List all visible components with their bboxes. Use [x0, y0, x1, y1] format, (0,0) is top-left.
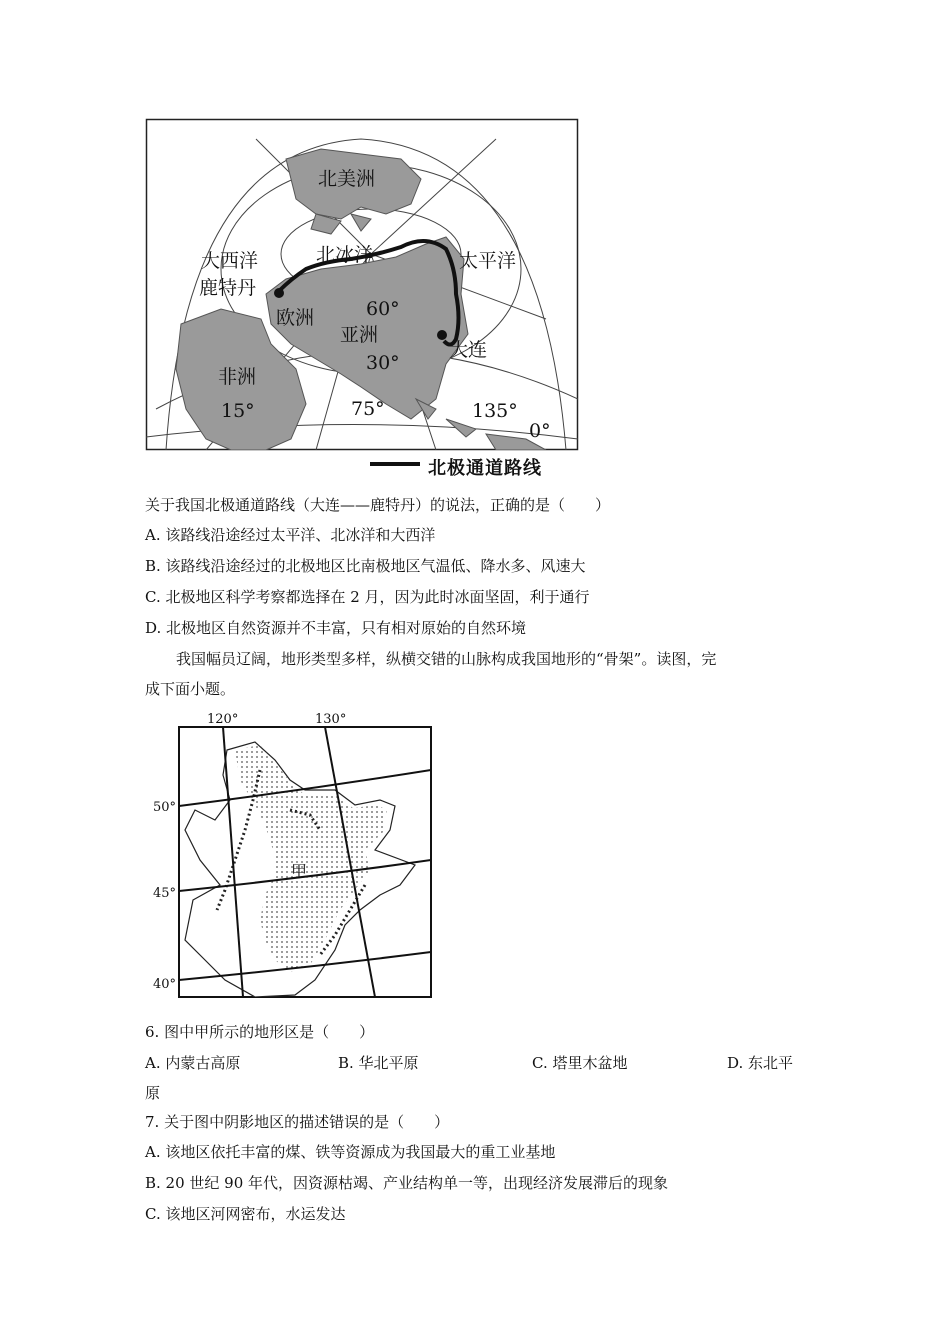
q7-stem: 7. 关于图中阴影地区的描述错误的是（ ） [145, 1113, 450, 1131]
label-lat50: 50° [153, 800, 177, 815]
q6-option-d-wrap: 原 [145, 1084, 161, 1102]
q6-stem: 6. 图中甲所示的地形区是（ ） [145, 1023, 375, 1041]
label-jia: 甲 [291, 862, 308, 881]
label-atlantic: 大西洋 [201, 250, 259, 272]
northeast-china-map-svg [153, 710, 440, 1010]
legend-line-sample [370, 462, 420, 466]
q7-option-b: B. 20 世纪 90 年代，因资源枯竭、产业结构单一等，出现经济发展滞后的现象 [145, 1174, 669, 1192]
label-dalian: 大连 [449, 339, 488, 361]
label-lon135: 135° [472, 400, 518, 422]
dalian-dot [437, 330, 447, 340]
northeast-china-map [153, 710, 440, 1010]
q7-option-a: A. 该地区依托丰富的煤、铁等资源成为我国最大的重工业基地 [145, 1143, 556, 1161]
label-lon120: 120° [207, 712, 239, 727]
q5-option-c: C. 北极地区科学考察都选择在 2 月，因为此时冰面坚固，利于通行 [145, 588, 590, 606]
label-asia: 亚洲 [340, 324, 379, 346]
label-arctic: 北冰洋 [316, 244, 374, 266]
label-rotterdam: 鹿特丹 [199, 277, 257, 299]
intro-line-1: 我国幅员辽阔，地形类型多样，纵横交错的山脉构成我国地形的“骨架”。读图，完 [176, 650, 717, 668]
q5-option-d: D. 北极地区自然资源并不丰富，只有相对原始的自然环境 [145, 619, 527, 637]
label-lat30: 30° [366, 352, 400, 374]
label-lat40: 40° [153, 977, 177, 992]
label-lon15: 15° [221, 400, 255, 422]
q6-option-a: A. 内蒙古高原 [145, 1054, 241, 1072]
label-lat0: 0° [529, 420, 551, 442]
q7-option-c: C. 该地区河网密布，水运发达 [145, 1205, 346, 1223]
q6-option-b: B. 华北平原 [338, 1054, 419, 1072]
q6-option-d: D. 东北平 [727, 1054, 794, 1072]
arctic-route-map-svg [146, 119, 578, 450]
q5-stem: 关于我国北极通道路线（大连——鹿特丹）的说法，正确的是（ ） [145, 496, 611, 514]
intro-line-2: 成下面小题。 [145, 680, 236, 698]
label-lat60: 60° [366, 298, 400, 320]
label-europe: 欧洲 [276, 307, 315, 329]
label-lon130: 130° [315, 712, 347, 727]
label-pacific: 太平洋 [459, 250, 517, 272]
arctic-route-map [146, 119, 578, 450]
label-africa: 非洲 [218, 366, 257, 388]
q5-option-b: B. 该路线沿途经过的北极地区比南极地区气温低、降水多、风速大 [145, 557, 586, 575]
q5-option-a: A. 该路线沿途经过太平洋、北冰洋和大西洋 [145, 526, 436, 544]
label-lon75: 75° [351, 398, 385, 420]
map1-legend: 北极通道路线 [428, 458, 542, 479]
label-lat45: 45° [153, 886, 177, 901]
q6-option-c: C. 塔里木盆地 [532, 1054, 628, 1072]
rotterdam-dot [274, 288, 284, 298]
label-north-america: 北美洲 [318, 168, 376, 190]
